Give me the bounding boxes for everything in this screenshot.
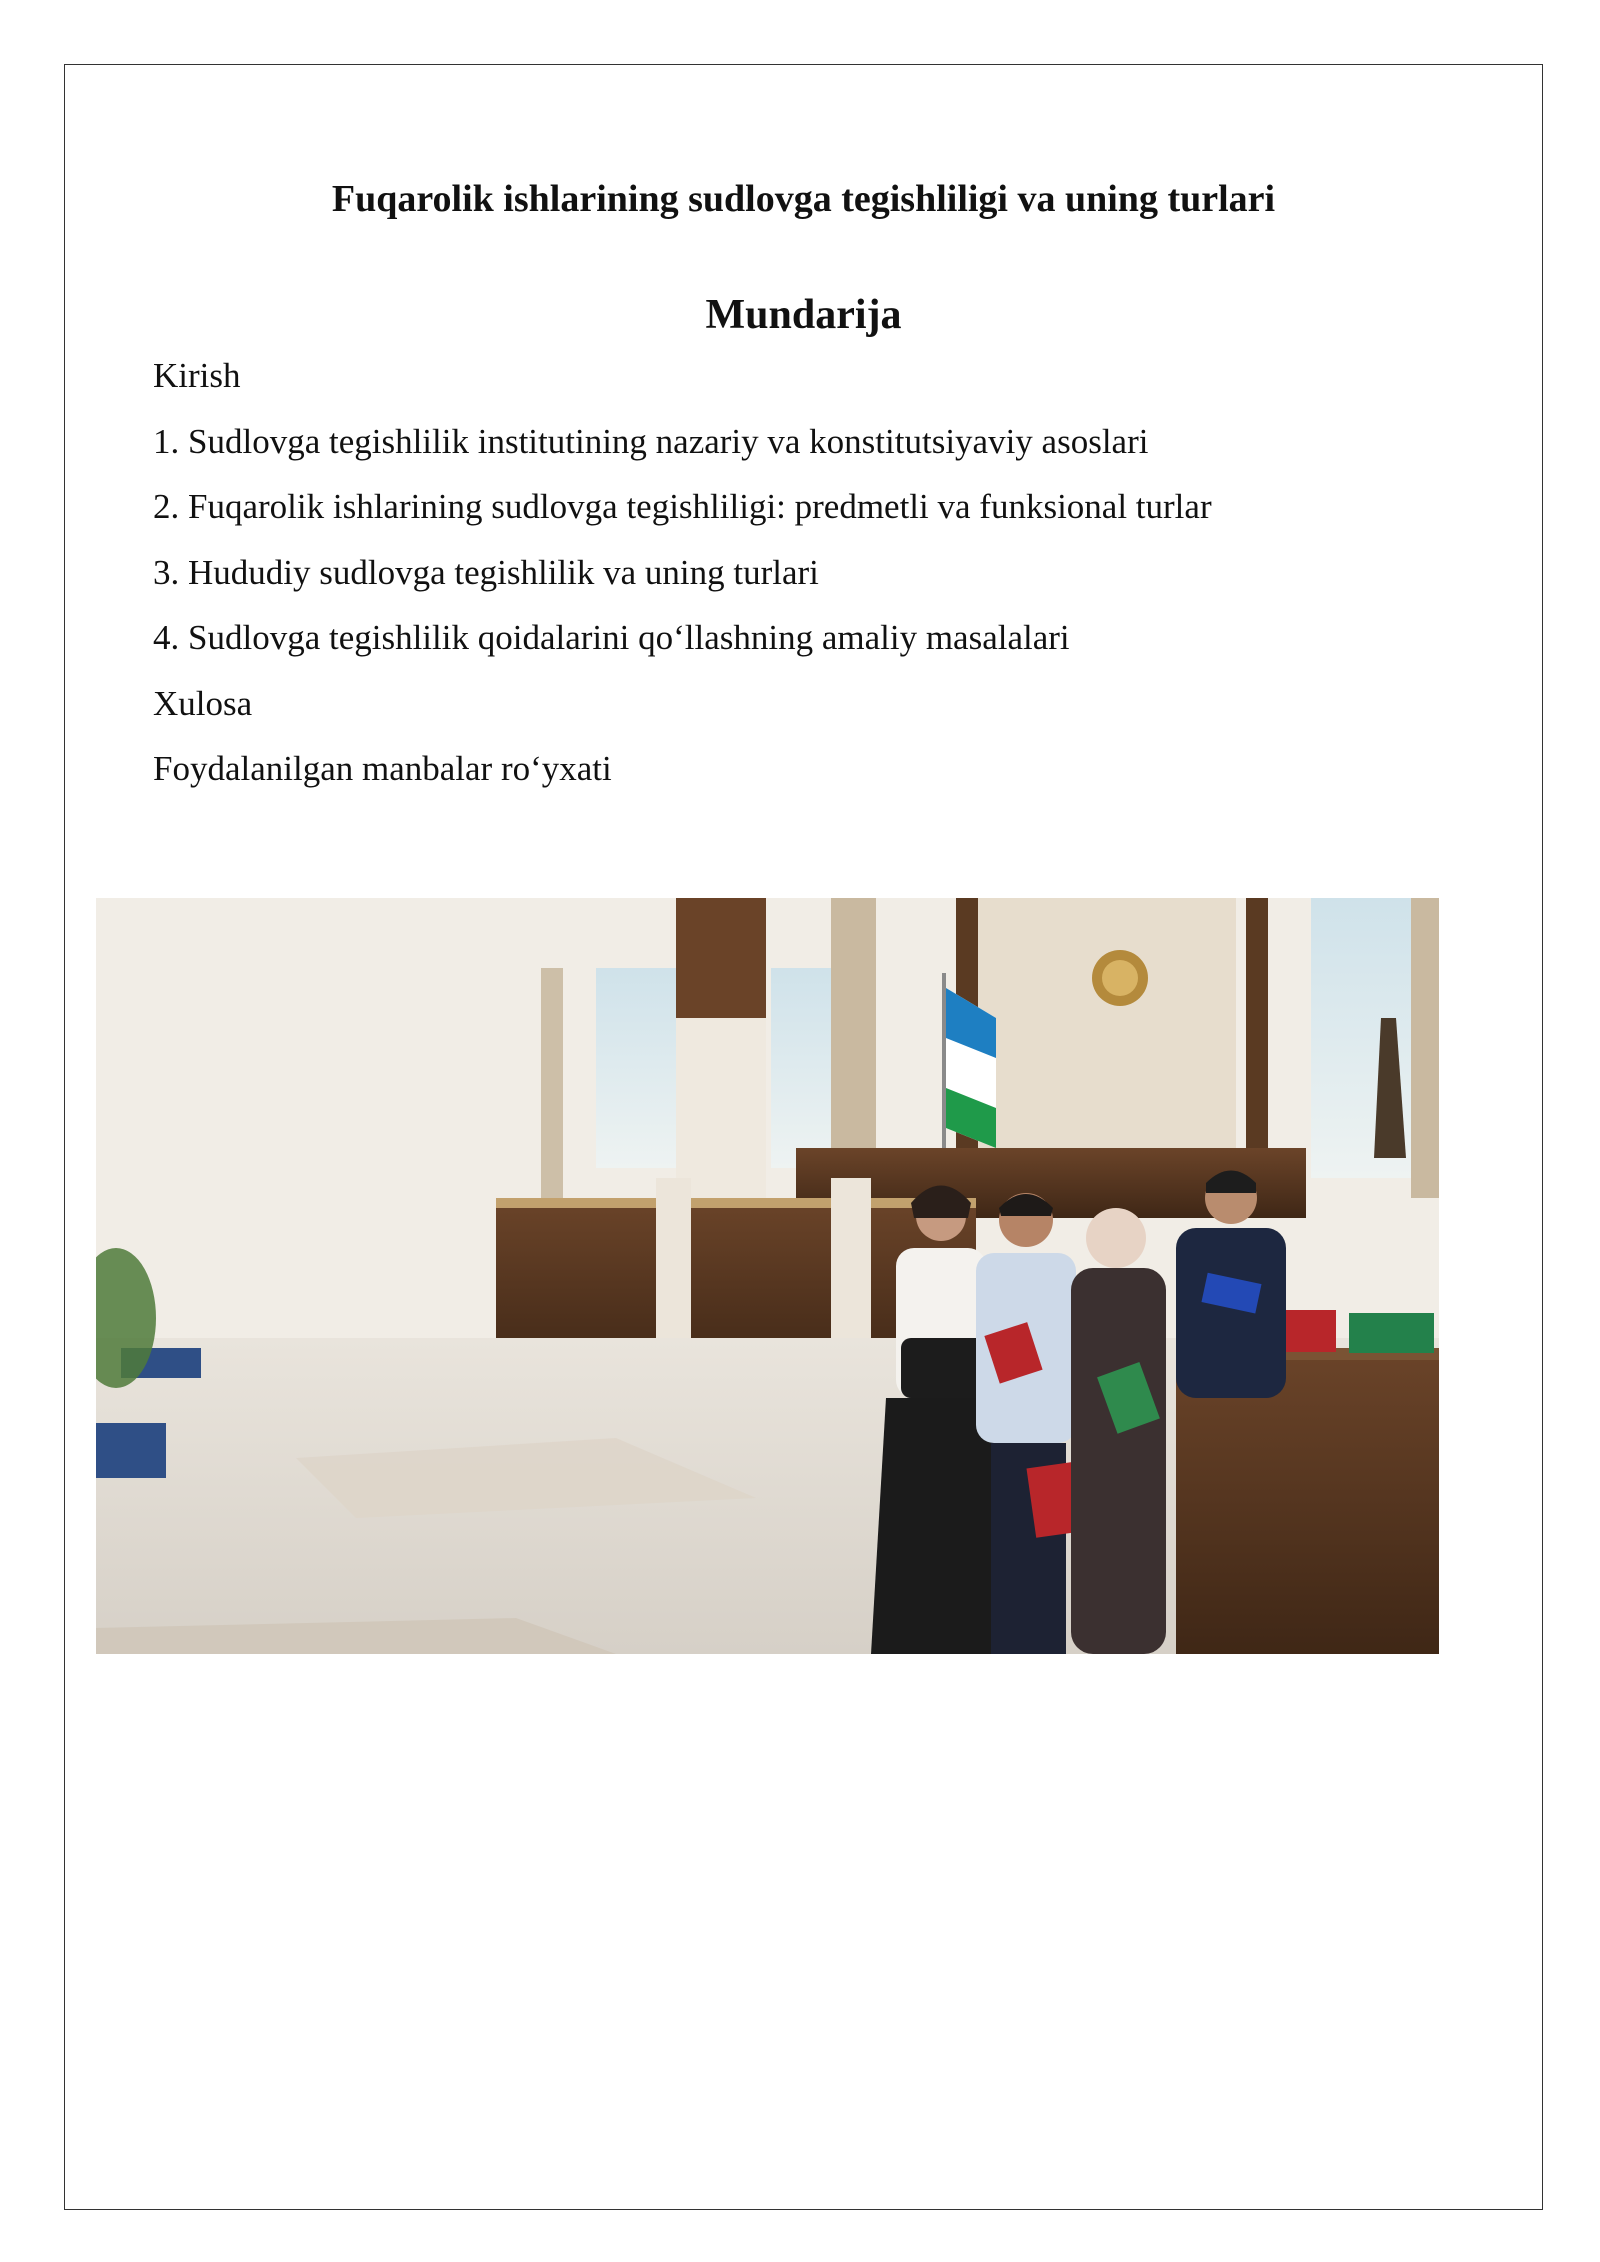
window bbox=[771, 968, 831, 1168]
staff-member bbox=[1176, 1228, 1286, 1398]
toc-item-2: 2. Fuqarolik ishlarining sudlovga tegishliligi: predmetli va funksional turlar bbox=[153, 487, 1212, 526]
emblem-wall bbox=[976, 898, 1236, 1178]
toc-item-3: 3. Hududiy sudlovga tegishlilik va uning turlari bbox=[153, 552, 819, 592]
toc-heading: Mundarija bbox=[705, 291, 902, 338]
wood-pillar bbox=[676, 898, 766, 1018]
courthouse-hall-illustration bbox=[96, 898, 1439, 1654]
toc-item-references: Foydalanilgan manbalar ro‘yxati bbox=[153, 749, 612, 788]
flag-pole bbox=[942, 973, 946, 1173]
document-tray-green bbox=[1349, 1313, 1434, 1353]
toc-item-4: 4. Sudlovga tegishlilik qoidalarini qo‘llashning amaliy masalalari bbox=[153, 618, 1070, 657]
ornament-panel bbox=[1411, 898, 1439, 1198]
ornament-panel bbox=[831, 898, 876, 1168]
toc-item-conclusion: Xulosa bbox=[153, 683, 253, 723]
document-title: Fuqarolik ishlarining sudlovga tegishliligi va uning turlari bbox=[331, 178, 1276, 221]
blue-bench bbox=[96, 1423, 166, 1478]
courthouse-hall-photo bbox=[96, 898, 1439, 1654]
toc-item-introduction: Kirish bbox=[153, 356, 241, 395]
toc-item-1: 1. Sudlovga tegishlilik institutining nazariy va konstitutsiyaviy asoslari bbox=[153, 421, 1149, 461]
table-of-contents bbox=[153, 343, 1212, 802]
visitor-elderly-woman bbox=[1071, 1268, 1166, 1654]
